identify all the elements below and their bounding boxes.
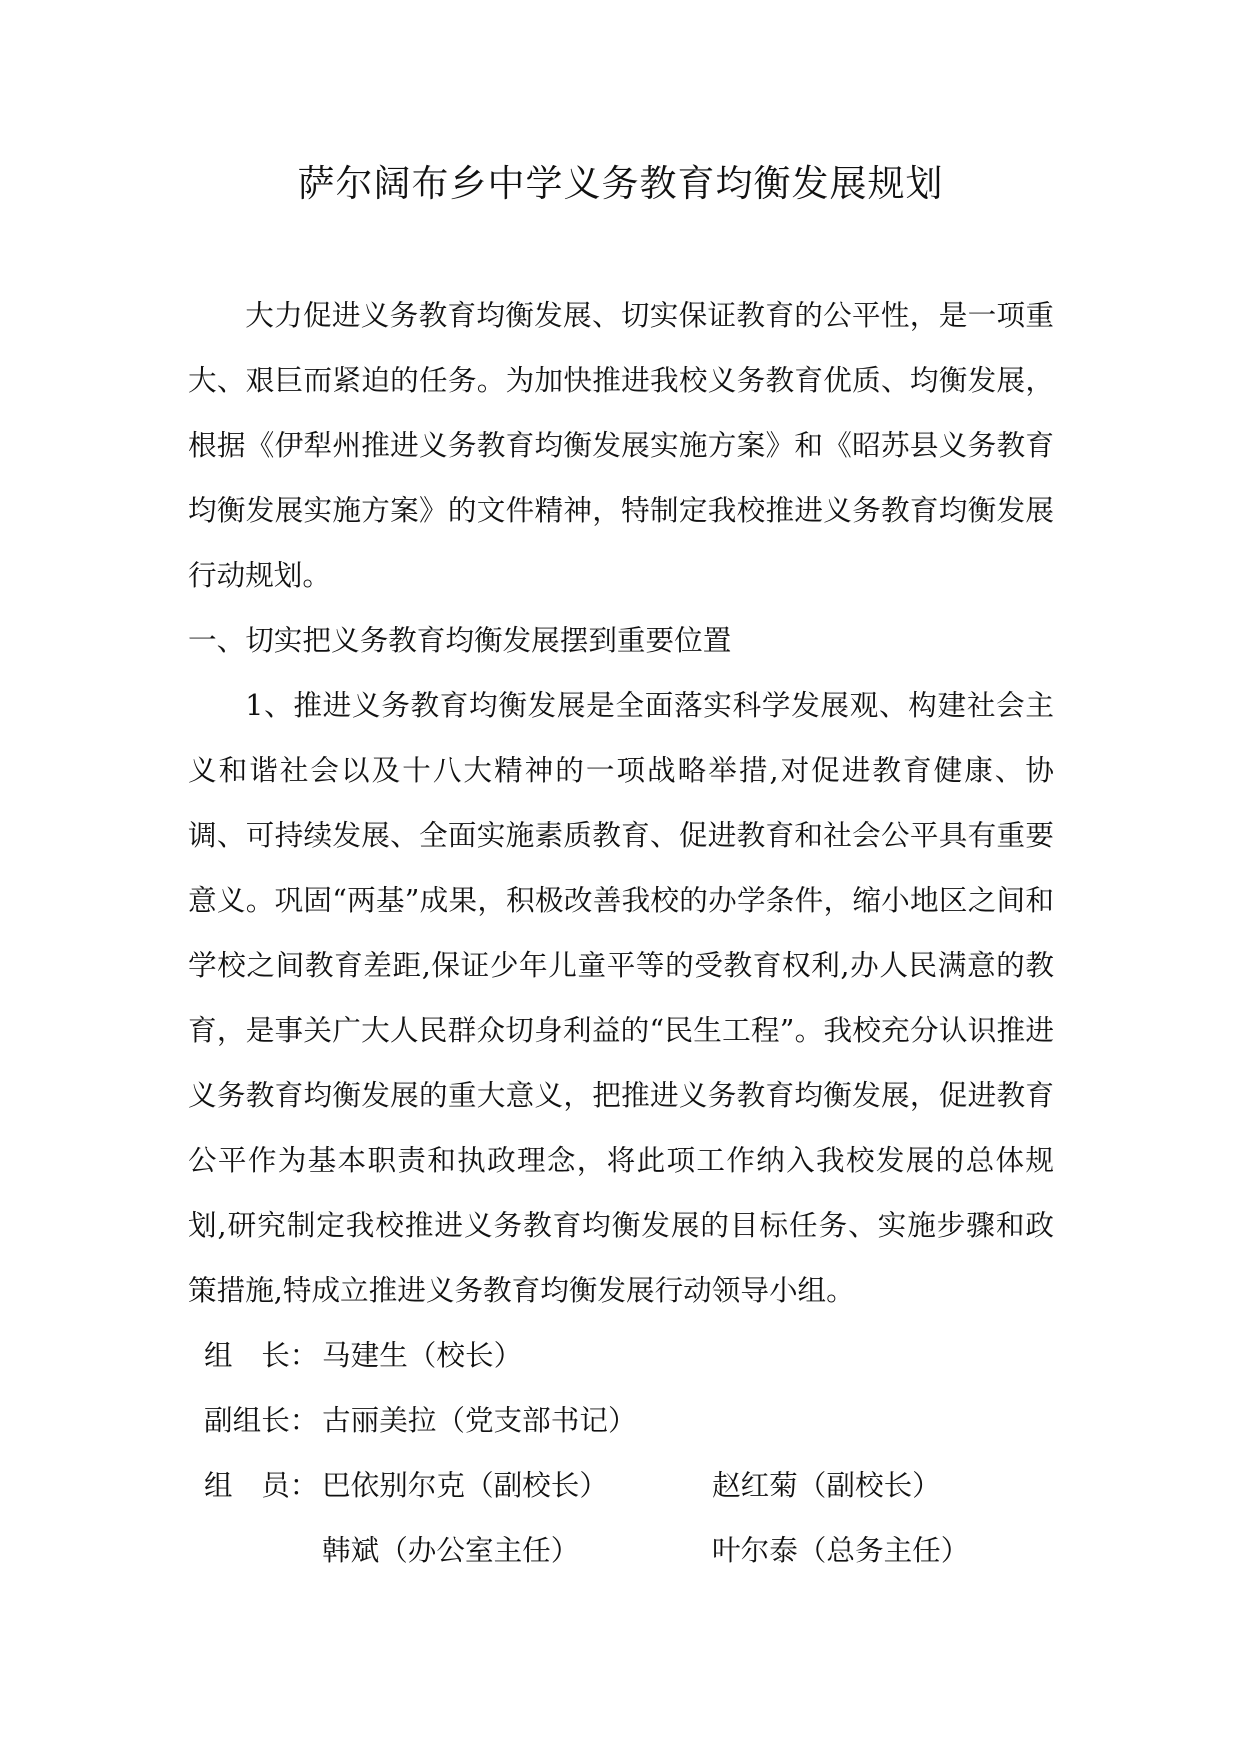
members-label: 组 员： [204,1468,319,1502]
group-deputy-row [188,1388,1054,1453]
document-body [188,283,1054,1583]
group-members-row [188,1453,1054,1518]
section-paragraph: 1、推进义务教育均衡发展是全面落实科学发展观、构建社会主义和谐社会以及十八大精神的一项战略举措,对促进教育健康、协调、可持续发展、全面实施素质教育、促进教育和社会公平具有重要意义。巩固“两基”成果，积极改善我校的办学条件，缩小地区之间和学校之间教育差距,保证少年儿童平等的受教育权利,办人民满意的教育，是事关广大人民群众切身利益的“民生工程”。我校充分认识推进义务教育均衡发展的重大意义，把推进义务教育均衡发展，促进教育公平作为基本职责和执政理念，将此项工作纳入我校发展的总体规划,研究制定我校推进义务教育均衡发展的目标任务、实施步骤和政策措施,特成立推进义务教育均衡发展行动领导小组。 [188,688,1054,1307]
member-name: 巴依别尔克（副校长） [322,1468,608,1502]
leader-name: 马建生（校长） [322,1338,523,1372]
document-title: 萨尔阔布乡中学义务教育均衡发展规划 [297,162,944,205]
member-name: 韩斌（办公室主任） [322,1533,580,1567]
group-leader-row [188,1323,1054,1388]
intro-paragraph: 大力促进义务教育均衡发展、切实保证教育的公平性，是一项重大、艰巨而紧迫的任务。为加快推进我校义务教育优质、均衡发展，根据《伊犁州推进义务教育均衡发展实施方案》和《昭苏县义务教育均衡发展实施方案》的文件精神，特制定我校推进义务教育均衡发展行动规划。 [188,298,1054,592]
deputy-label: 副组长： [204,1403,319,1437]
member-name: 赵红菊（副校长） [712,1468,941,1502]
group-members-row [188,1518,1054,1583]
section-heading: 一、切实把义务教育均衡发展摆到重要位置 [188,623,732,657]
member-name: 叶尔泰（总务主任） [712,1533,970,1567]
leader-label: 组 长： [204,1338,319,1372]
deputy-name: 古丽美拉（党支部书记） [322,1403,637,1437]
